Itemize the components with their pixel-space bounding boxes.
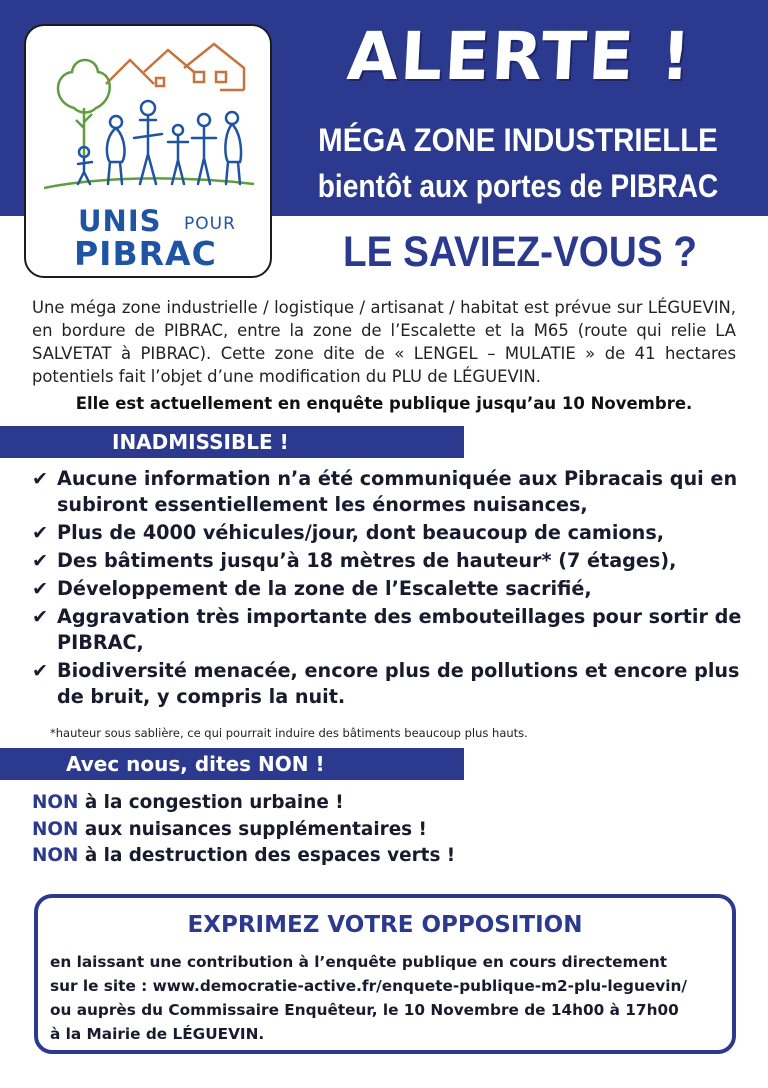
inadmissible-title: INADMISSIBLE ! [112, 430, 289, 454]
checkmark-icon: ✔ [32, 549, 49, 572]
opposition-line: ou auprès du Commissaire Enquêteur, le 10 Novembre de 14h00 à 17h00 [50, 1001, 679, 1019]
avec-nous-banner [0, 748, 464, 780]
inadmissible-banner [0, 426, 464, 458]
grievance-text: Aucune information n’a été communiquée aux Pibracais qui en subiront essentiellement les énormes nuisances, [57, 467, 738, 516]
logo-pibrac-text: PIBRAC [74, 234, 217, 273]
list-item [32, 658, 752, 710]
list-item [32, 817, 455, 844]
non-list [32, 790, 455, 870]
did-you-know-heading: LE SAVIEZ-VOUS ? [342, 228, 698, 276]
opposition-box [34, 894, 736, 1054]
list-item [32, 576, 752, 602]
logo-unis-text: UNIS [78, 204, 162, 238]
checkmark-icon: ✔ [32, 659, 49, 682]
headline-line-2: bientôt aux portes de PIBRAC [317, 168, 719, 204]
opposition-line: en laissant une contribution à l’enquête publique en cours directement [50, 953, 668, 971]
avec-nous-title: Avec nous, dites NON ! [66, 752, 325, 776]
non-word: NON [32, 818, 79, 840]
opposition-line-website[interactable]: sur le site : www.democratie-active.fr/enquete-publique-m2-plu-leguevin/ [50, 977, 687, 995]
checkmark-icon: ✔ [32, 467, 49, 490]
grievance-text: Plus de 4000 véhicules/jour, dont beaucoup de camions, [57, 521, 665, 544]
grievance-text: Des bâtiments jusqu’à 18 mètres de hauteur* (7 étages), [57, 549, 677, 572]
list-item [32, 520, 752, 546]
logo-pour-text: POUR [184, 214, 236, 234]
list-item [32, 548, 752, 574]
checkmark-icon: ✔ [32, 521, 49, 544]
opposition-title: EXPRIMEZ VOTRE OPPOSITION [187, 912, 583, 938]
intro-paragraph: Une méga zone industrielle / logistique / artisanat / habitat est prévue sur LÉGUEVIN, en bordure de PIBRAC, entre la zone de l’Escalette et la M65 (route qui relie LA SALVETAT à PIBRAC). Cette zone dite de « LENGEL – MULATIE » de 41 hectares potentiels fait l’objet d’une modification du PLU de LÉGUEVIN. [32, 298, 736, 386]
height-footnote: *hauteur sous sablière, ce qui pourrait induire des bâtiments beaucoup plus hauts. [50, 726, 528, 740]
grievance-text: Biodiversité menacée, encore plus de pollutions et encore plus de bruit, y compris la nuit. [57, 659, 740, 708]
opposition-text [50, 950, 722, 1046]
headline-line-1: MÉGA ZONE INDUSTRIELLE [318, 122, 718, 158]
non-text: à la destruction des espaces verts ! [78, 845, 456, 866]
list-item [32, 604, 752, 656]
grievance-text: Développement de la zone de l’Escalette sacrifié, [57, 577, 592, 600]
opposition-line: à la Mairie de LÉGUEVIN. [50, 1025, 265, 1043]
non-word: NON [32, 845, 79, 866]
non-text: aux nuisances supplémentaires ! [78, 818, 427, 840]
checkmark-icon: ✔ [32, 577, 49, 600]
family-illustration [44, 38, 256, 198]
public-inquiry-notice: Elle est actuellement en enquête publique jusqu’au 10 Novembre. [75, 394, 693, 413]
list-item [32, 843, 455, 870]
list-item [32, 790, 455, 817]
checkmark-icon: ✔ [32, 605, 49, 628]
list-item [32, 466, 752, 518]
alert-title: ALERTE ! [345, 18, 695, 95]
grievance-list [32, 466, 752, 712]
non-word: NON [32, 792, 79, 813]
logo-card [24, 24, 272, 278]
grievance-text: Aggravation très importante des embouteillages pour sortir de PIBRAC, [57, 605, 742, 654]
non-text: à la congestion urbaine ! [78, 792, 344, 813]
